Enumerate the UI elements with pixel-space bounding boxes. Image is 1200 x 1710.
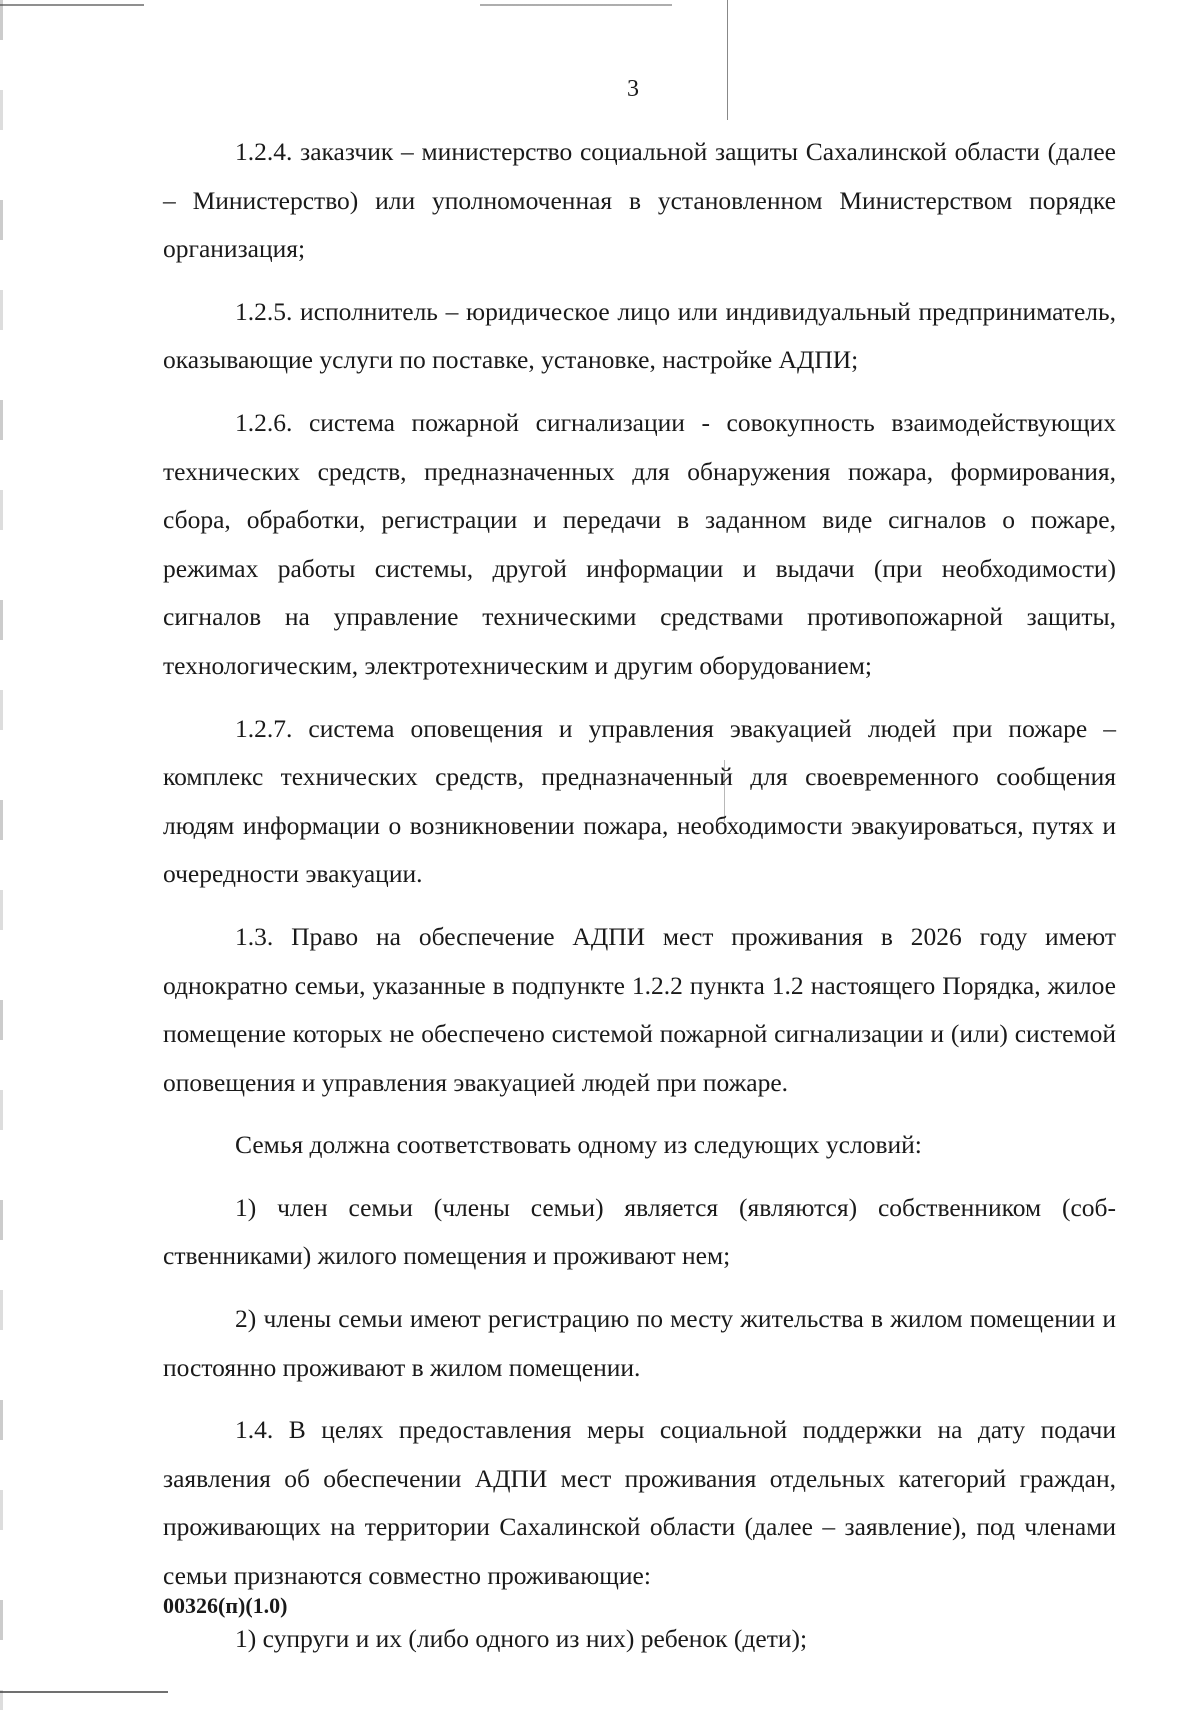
paragraph-conditions-intro: Семья должна соответствовать одному из следующих условий: bbox=[235, 1130, 922, 1160]
paragraph-1-2-7: 1.2.7. система оповещения и управления эвакуацией людей при пожаре – комплекс технических средств, предназначенный для своевременного сообщения людям информации о возникновении пожара, необходимости эвакуироваться, путях и очередности эвакуации. bbox=[163, 713, 1116, 889]
paragraph-condition-2: 2) члены семьи имеют регистрацию по месту жительства в жилом помещении и постоянно проживают в жилом помещении. bbox=[163, 1304, 1116, 1382]
document-code: 00326(п)(1.0) bbox=[163, 1593, 288, 1618]
scan-artifact-top bbox=[0, 4, 1200, 6]
paragraph-condition-1: 1) член семьи (члены семьи) является (являются) собственником (собственниками) жилого помещения и проживают нем; bbox=[163, 1192, 1116, 1271]
scan-artifact-bottom bbox=[0, 1691, 1200, 1693]
paragraph-1-2-6: 1.2.6. система пожарной сигнализации - совокупность взаимодействующих технических средств, предназначенных для обнаружения пожара, формирования, сбора, обработки, регистрации и передачи в заданном виде сигналов о пожаре, режимах работы системы, другой информации и выдачи (при необходимости) сигналов на управление техническими средствами противопожарной защиты, технологическим, электротехническим и другим оборудованием; bbox=[163, 407, 1116, 680]
paragraph-1-2-4: 1.2.4. заказчик – министерство социальной защиты Сахалинской области (далее – Министерство) или уполномоченная в установленном Министерством порядке организация; bbox=[163, 137, 1116, 264]
document-body bbox=[163, 128, 1116, 1663]
paragraph-family-item-1: 1) супруги и их (либо одного из них) ребенок (дети); bbox=[235, 1623, 808, 1653]
paragraph-1-3: 1.3. Право на обеспечение АДПИ мест проживания в 2026 году имеют однократно семьи, указанные в подпункте 1.2.2 пункта 1.2 настоящего Порядка, жилое помещение которых не обеспечено системой пожарной сигнализации и (или) системой оповещения и управления эвакуацией людей при пожаре. bbox=[163, 921, 1116, 1097]
paragraph-1-2-5: 1.2.5. исполнитель – юридическое лицо или индивидуальный предприниматель, оказывающие услуги по поставке, установке, настройке АДПИ; bbox=[163, 296, 1116, 375]
scan-edge-artifact bbox=[0, 0, 3, 1710]
paragraph-1-4: 1.4. В целях предоставления меры социальной поддержки на дату подачи заявления об обеспечении АДПИ мест проживания отдельных категорий граждан, проживающих на территории Сахалинской области (далее – заявление), под членами семьи признаются совместно проживающие: bbox=[163, 1415, 1116, 1591]
page-number: 3 bbox=[627, 76, 639, 102]
